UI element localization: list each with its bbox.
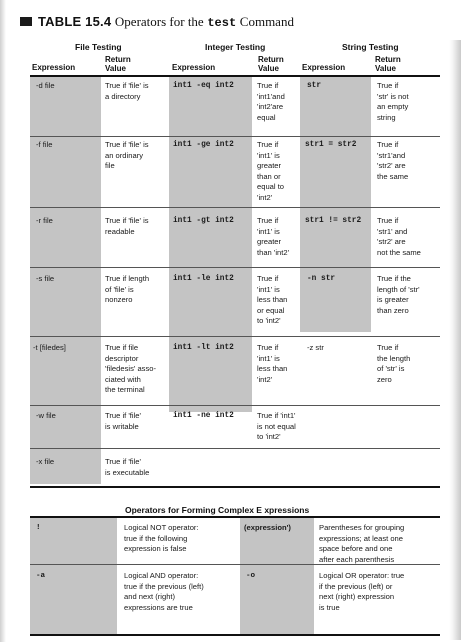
col-head-str-expression: Expression [302,63,346,72]
group-integer-testing: Integer Testing [205,42,266,52]
int-expr: int1 -ge int2 [173,141,234,149]
str-value: True if 'str1' and 'str2' are not the same [377,216,421,257]
col-head-file-return: Return Value [105,55,131,73]
file-expr: -r file [36,216,53,225]
int-value: True if 'int1' is less than or equal to 'int2' [257,274,288,325]
file-expr: -t [filedes] [33,343,66,352]
col-head-int-return: Return Value [258,55,284,73]
row-divider [30,336,440,337]
row-divider [30,267,440,268]
str-value: True if the length of 'str' is greater than zero [377,274,420,315]
str-expr: str1 = str2 [305,141,357,149]
str-value: True if 'str' is not an empty string [377,81,409,122]
str-expr: -n str [307,275,336,283]
complex-desc: Logical AND operator: true if the previous (left) and next (right) expressions are true [124,571,204,612]
table-bottom-rule [30,486,440,488]
complex-op: (expression') [244,523,291,532]
int-expr: int1 -ne int2 [173,412,234,420]
row-divider [30,207,440,208]
page-edge-shadow [0,0,6,642]
file-value: True if file descriptor 'filedesis' asso- ciated with the terminal [105,343,157,394]
shade-str-expr [300,77,371,332]
complex-section-title: Operators for Forming Complex E xpressions [125,505,310,515]
table-label: TABLE 15.4 [38,14,112,29]
int-expr: int1 -le int2 [173,275,234,283]
title-code: test [207,16,237,30]
file-expr: -x file [36,457,55,466]
int-expr: int1 -gt int2 [173,217,234,225]
file-value: True if 'file' is readable [105,216,149,236]
file-value: True if length of 'file' is nonzero [105,274,150,304]
int-expr: int1 -eq int2 [173,82,234,90]
title-suffix: Command [239,14,294,29]
file-value: True if 'file' is writable [105,411,141,431]
complex-desc: Logical NOT operator: true if the following expression is false [124,523,199,553]
int-value: True if 'int1' is greater than 'int2' [257,216,290,257]
int-value: True if 'int1' is greater than or equal to 'int2' [257,140,285,202]
title-prefix: Operators for the [114,14,204,29]
str-value: True if 'str1'and 'str2' are the same [377,140,409,181]
str-expr: str1 != str2 [305,217,362,225]
complex-desc: Parentheses for grouping expressions; at least one space before and one after each parenthesis [319,523,405,564]
int-expr: int1 -lt int2 [173,344,234,352]
complex-op: -a [36,572,46,580]
table-title [20,14,294,30]
int-value: True if 'int1' is not equal to 'int2' [257,411,296,441]
complex-bottom-rule [30,634,440,636]
str-expr: -z str [307,343,324,352]
group-string-testing: String Testing [342,42,399,52]
page-curl-shadow [449,40,461,640]
row-divider [30,448,440,449]
file-expr: -s file [36,274,55,283]
file-expr: -w file [36,411,56,420]
file-expr: -f file [36,140,53,149]
title-square-icon [20,17,32,26]
file-value: True if 'file' is a directory [105,81,149,101]
int-value: True if 'int1'and 'int2'are equal [257,81,285,122]
str-value: True if the length of 'str' is zero [377,343,411,384]
int-value: True if 'int1' is less than 'int2' [257,343,288,384]
col-head-int-expression: Expression [172,63,216,72]
file-value: True if 'file' is executable [105,457,150,477]
shade-int-expr [169,77,252,412]
row-divider [30,136,440,137]
str-expr: str [307,82,322,90]
group-file-testing: File Testing [75,42,122,52]
complex-op: ! [36,524,41,532]
complex-desc: Logical OR operator: true if the previous (left) or next (right) expression is true [319,571,405,612]
row-divider [30,405,440,406]
col-head-file-expression: Expression [32,63,76,72]
col-head-str-return: Return Value [375,55,401,73]
file-value: True if 'file' is an ordinary file [105,140,149,170]
file-expr: -d file [36,81,55,90]
complex-op: -o [246,572,256,580]
